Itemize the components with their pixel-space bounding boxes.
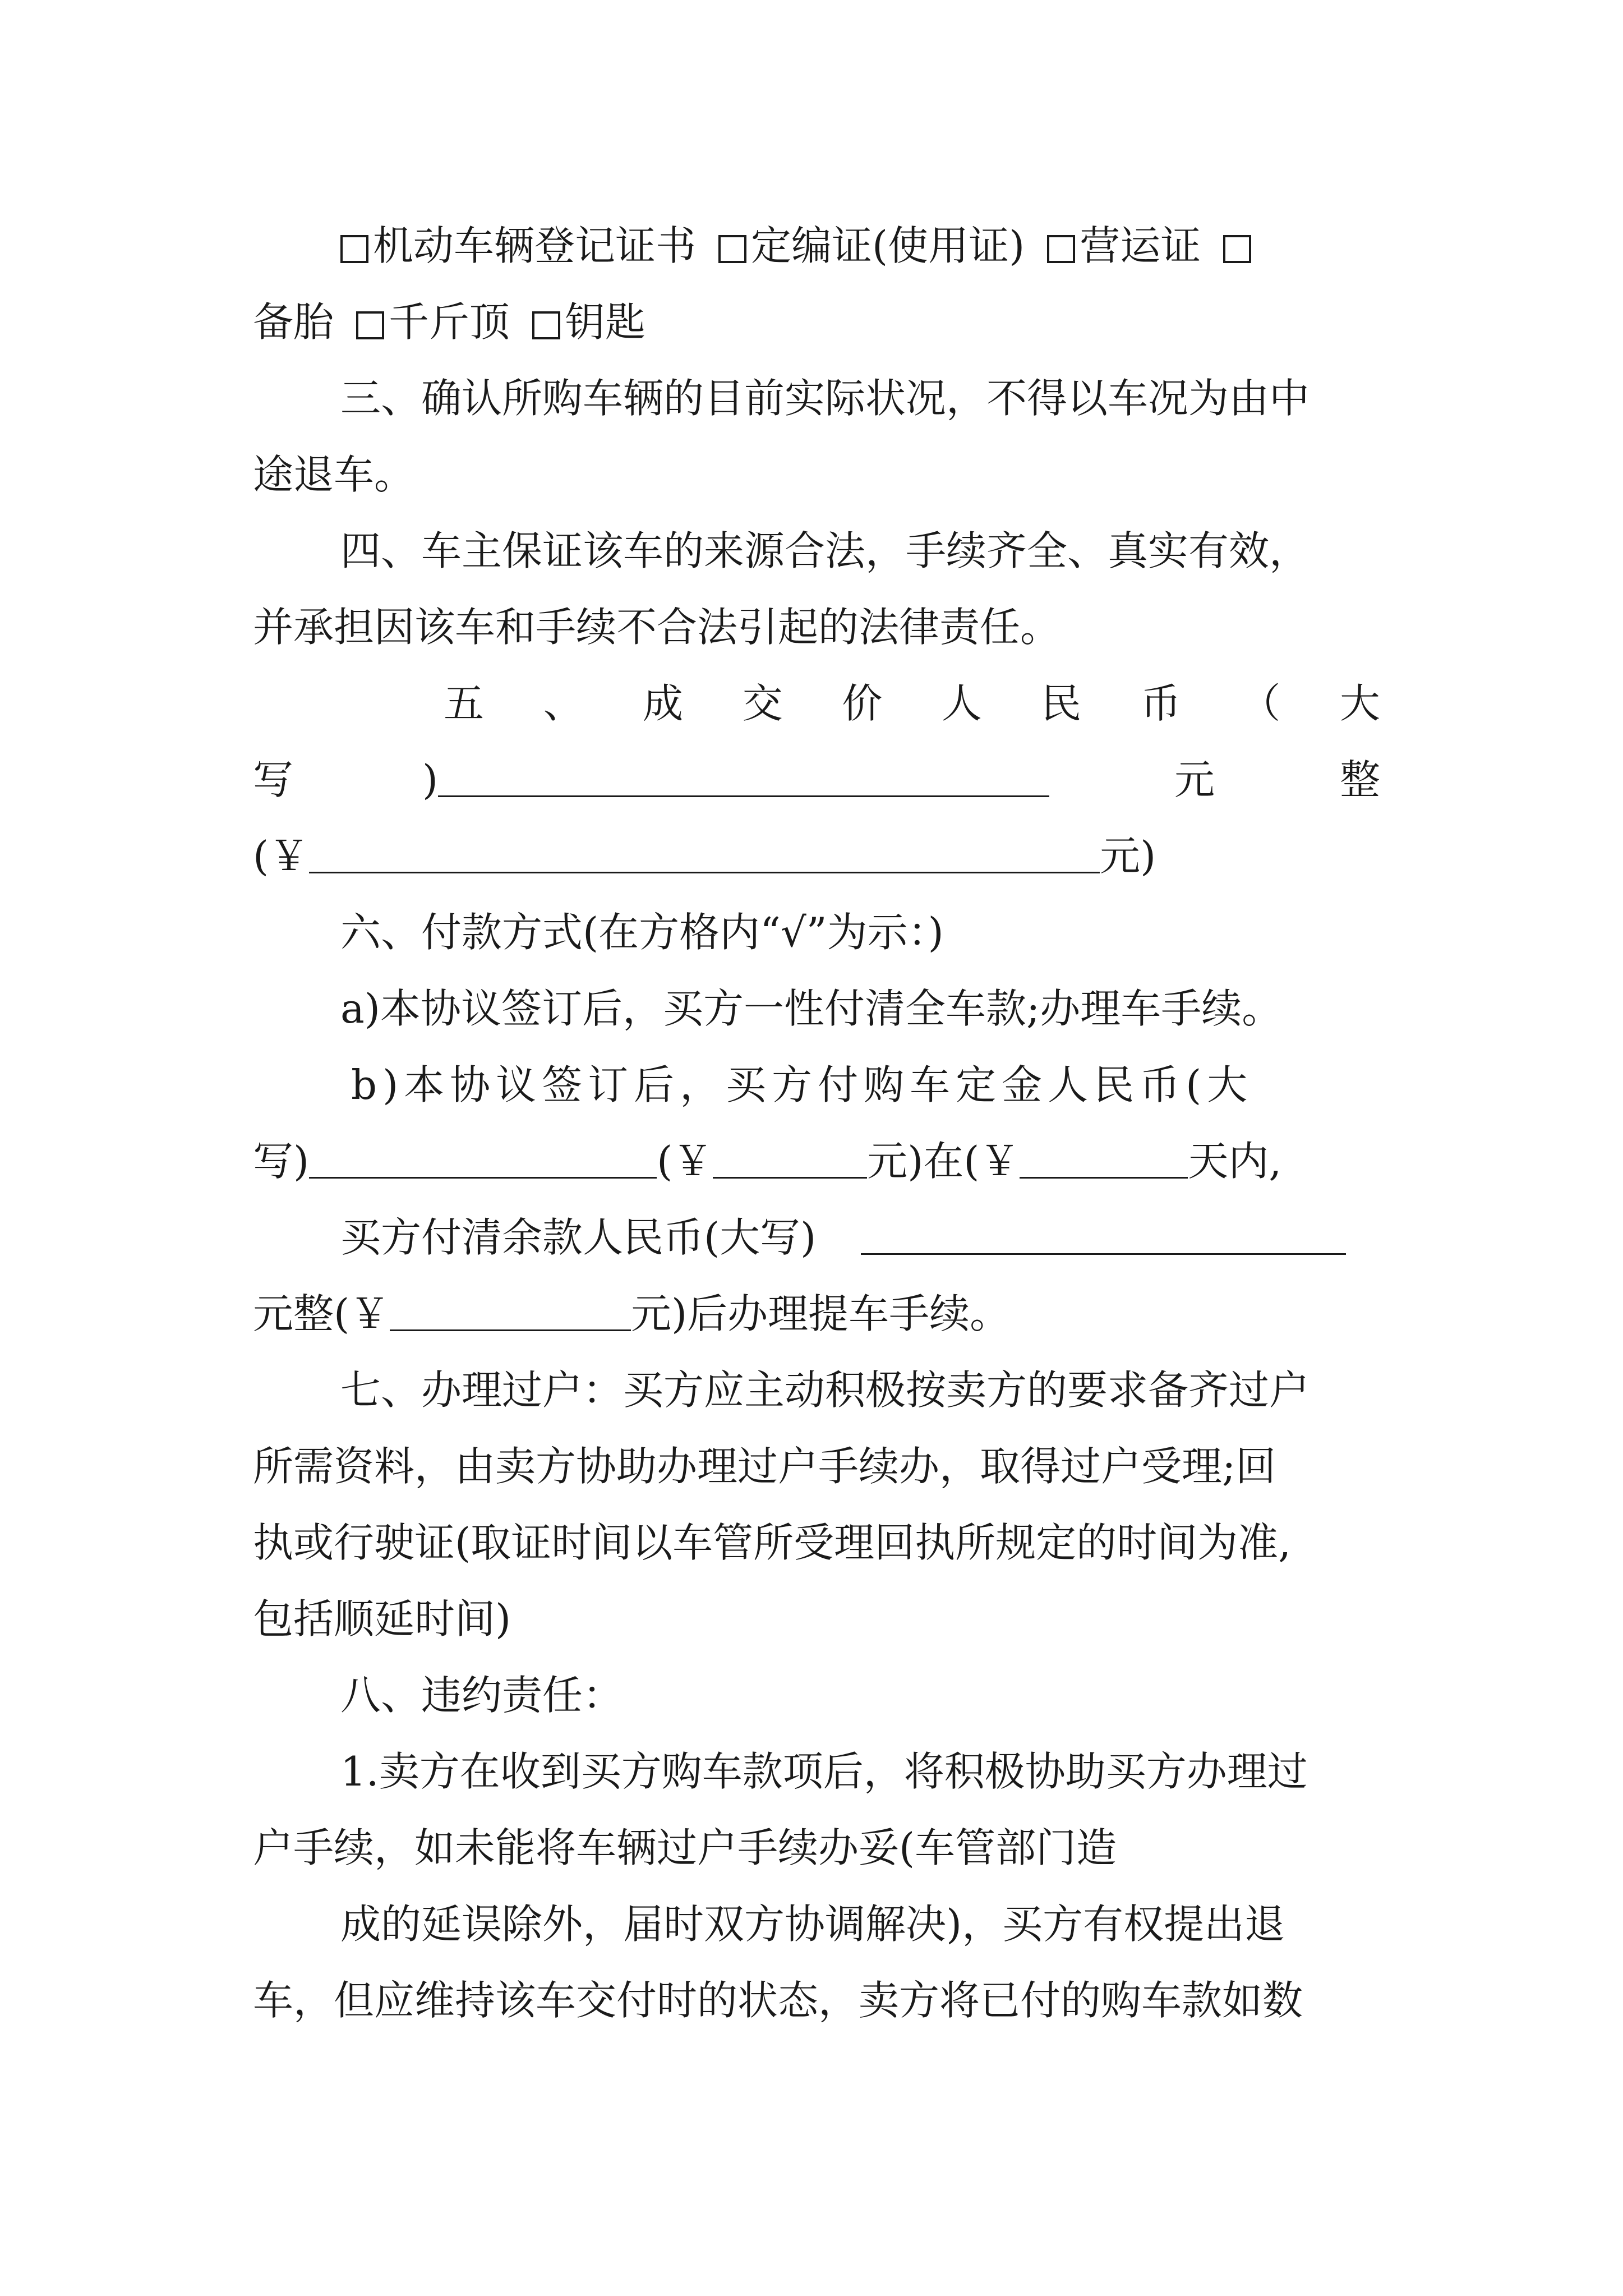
section-5-heading [253,665,1380,742]
section-7-line-4: 包括顺延时间) [253,1595,511,1642]
section-4-line-2: 并承担因该车和手续不合法引起的法律责任。 [253,604,1061,651]
section-6-rest-line-2 [253,1276,1380,1352]
b-days-label: 天内, [1188,1138,1282,1185]
s5-char: 交 [742,680,783,727]
items-checklist-line-1 [253,208,1380,284]
section-6-title: 六、付款方式(在方格内“√”为示：) [340,909,944,956]
rest-chinese-blank[interactable] [861,1213,1346,1255]
spare-tire-label: 备胎 [253,298,334,346]
rest-label: 买方付清余款人民币(大写) [340,1214,817,1261]
section-7-line-3: 执或行驶证(取证时间以车管所受理回执所规定的时间为准, [253,1519,1291,1566]
section-7-line-1: 七、办理过户：买方应主动积极按卖方的要求备齐过户 [340,1366,1310,1414]
s5-char: 大 [1339,680,1380,727]
rest-yen-blank[interactable] [390,1289,631,1331]
section-5-yen-line [253,818,1380,894]
s5-char: 五 [444,680,485,727]
days-blank[interactable] [1020,1137,1188,1179]
b-yen-label: (￥ [657,1138,713,1185]
section-4-line-1: 四、车主保证该车的来源合法，手续齐全、真实有效， [340,527,1310,574]
operation-cert-label: 营运证 [1080,222,1201,269]
rest-yuan-label: 元整(￥ [253,1290,390,1337]
b-yuan-in-label: 元)在(￥ [867,1138,1020,1185]
s5-zheng-label: 整 [1339,756,1380,803]
items-checklist-line-2 [253,284,1380,360]
spare-tire-checkbox[interactable] [1223,235,1251,263]
key-label: 钥匙 [565,298,646,346]
document-body [253,208,1380,2039]
s5-char: 人 [941,680,982,727]
section-8-p1-line-2: 户手续，如未能将车辆过户手续办妥(车管部门造 [253,1824,1117,1871]
s5-char: 、 [543,680,584,727]
staff-cert-label: 定编证(使用证) [751,222,1025,269]
section-6-option-a: a)本协议签订后，买方一性付清全车款;办理车手续。 [340,985,1283,1032]
section-3-line-1: 三、确认所购车辆的目前实际状况，不得以车况为由中 [340,375,1310,422]
reg-cert-checkbox[interactable] [340,235,368,263]
section-8-p1-line-3: 成的延误除外，届时双方协调解决)，买方有权提出退 [340,1901,1285,1948]
s5-char: 民 [1041,680,1082,727]
s5-yuan-close: 元) [1100,832,1156,880]
section-8-p1-line-4: 车，但应维持该车交付时的状态，卖方将已付的购车款如数 [253,1977,1303,2024]
operation-cert-checkbox[interactable] [1047,235,1075,263]
key-checkbox[interactable] [532,311,560,339]
jack-label: 千斤顶 [389,298,510,346]
s5-char: 成 [643,680,684,727]
section-3-line-2: 途退车。 [253,451,415,498]
section-6-option-b-line-2 [253,1123,1380,1199]
staff-cert-checkbox[interactable] [718,235,746,263]
s5-char: 价 [842,680,883,727]
s5-yuan-label: 元 [1174,756,1215,803]
deposit-chinese-blank[interactable] [309,1137,657,1179]
s5-write-label: 写 ) [253,742,1049,818]
rest-end-label: 元)后办理提车手续。 [631,1290,1011,1337]
reg-cert-label: 机动车辆登记证书 [373,222,697,269]
s5-yen-open: (￥ [253,832,310,880]
price-yen-blank[interactable] [309,831,1100,873]
section-6-rest-line [253,1199,1380,1276]
b-write-label: 写) [253,1138,310,1185]
section-8-p1-line-1: 1.卖方在收到买方购车款项后，将积极协助买方办理过 [340,1748,1308,1795]
jack-checkbox[interactable] [356,311,384,339]
s5-char: （ [1240,680,1281,727]
section-5-amount-line [253,742,1380,818]
section-7-line-2: 所需资料，由卖方协助办理过户手续办，取得过户受理;回 [253,1443,1276,1490]
section-6-option-b-line-1: b)本协议签订后，买方付购车定金人民币(大 [351,1061,1253,1108]
section-8-title: 八、违约责任： [340,1672,624,1719]
s5-char: 币 [1140,680,1181,727]
price-chinese-blank[interactable] [438,755,1049,797]
deposit-yen-blank[interactable] [713,1137,867,1179]
